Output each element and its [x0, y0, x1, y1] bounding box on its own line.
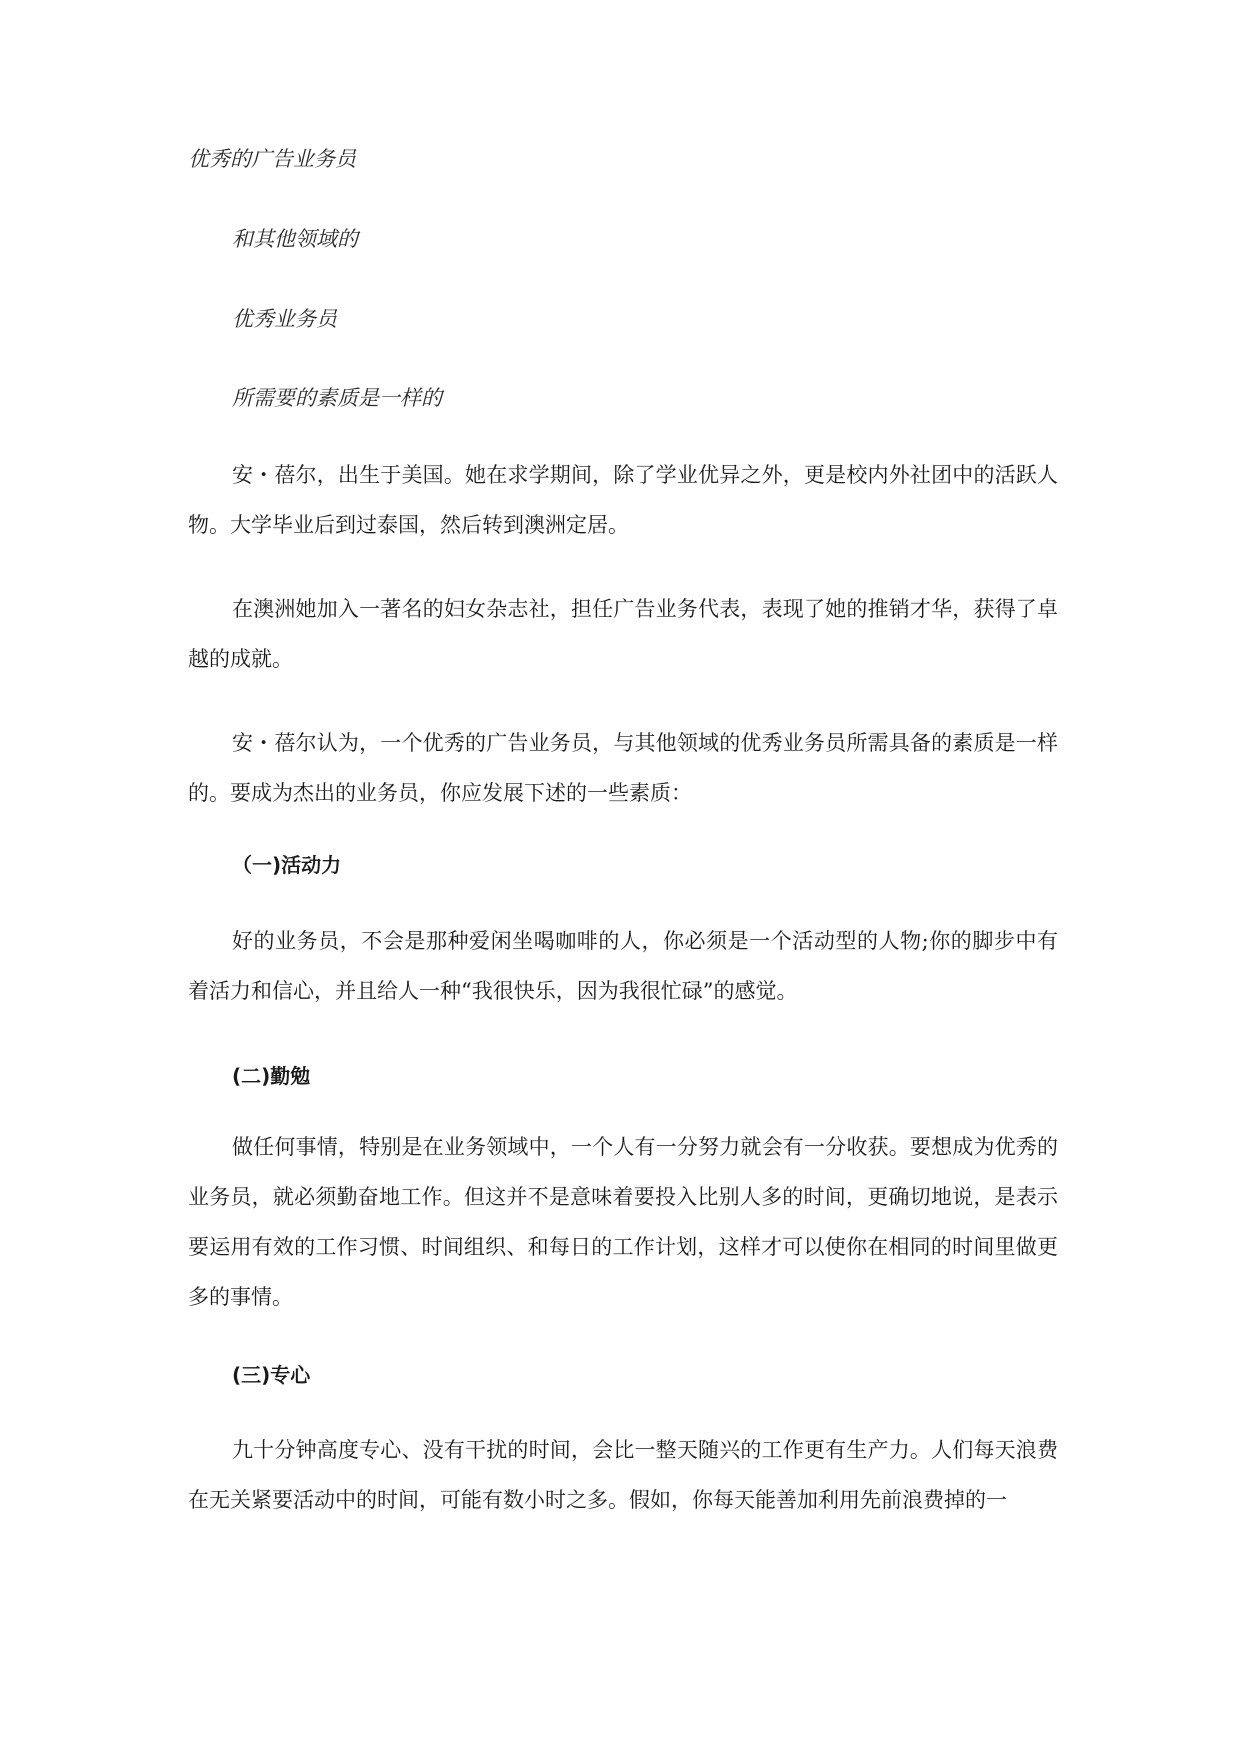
section-heading-activity: （一)活动力	[232, 853, 342, 877]
section-heading-focus: (三)专心	[232, 1363, 311, 1387]
intro-line-3: 优秀业务员	[232, 307, 337, 331]
intro-line-4: 所需要的素质是一样的	[232, 386, 442, 410]
section-heading-diligence: (二)勤勉	[232, 1064, 311, 1088]
section-body-activity: 好的业务员，不会是那种爱闲坐喝咖啡的人，你必须是一个活动型的人物;你的脚步中有着活力和信心，并且给人一种“我很快乐，因为我很忙碌”的感觉。	[188, 929, 1058, 1003]
section-body-focus: 九十分钟高度专心、没有干扰的时间，会比一整天随兴的工作更有生产力。人们每天浪费在无关紧要活动中的时间，可能有数小时之多。假如，你每天能善加利用先前浪费掉的一	[188, 1438, 1058, 1512]
paragraph-biography: 安・蓓尔，出生于美国。她在求学期间，除了学业优异之外，更是校内外社团中的活跃人物。大学毕业后到过泰国，然后转到澳洲定居。	[188, 463, 1058, 537]
paragraph-career: 在澳洲她加入一著名的妇女杂志社，担任广告业务代表，表现了她的推销才华，获得了卓越的成就。	[188, 597, 1058, 671]
intro-line-2: 和其他领域的	[232, 227, 358, 251]
intro-line-1: 优秀的广告业务员	[188, 147, 356, 171]
paragraph-qualities-intro: 安・蓓尔认为，一个优秀的广告业务员，与其他领域的优秀业务员所需具备的素质是一样的。要成为杰出的业务员，你应发展下述的一些素质：	[188, 731, 1058, 805]
section-body-diligence: 做任何事情，特别是在业务领域中，一个人有一分努力就会有一分收获。要想成为优秀的业务员，就必须勤奋地工作。但这并不是意味着要投入比别人多的时间，更确切地说，是表示要运用有效的工作习惯、时间组织、和每日的工作计划，这样才可以使你在相同的时间里做更多的事情。	[188, 1135, 1058, 1309]
